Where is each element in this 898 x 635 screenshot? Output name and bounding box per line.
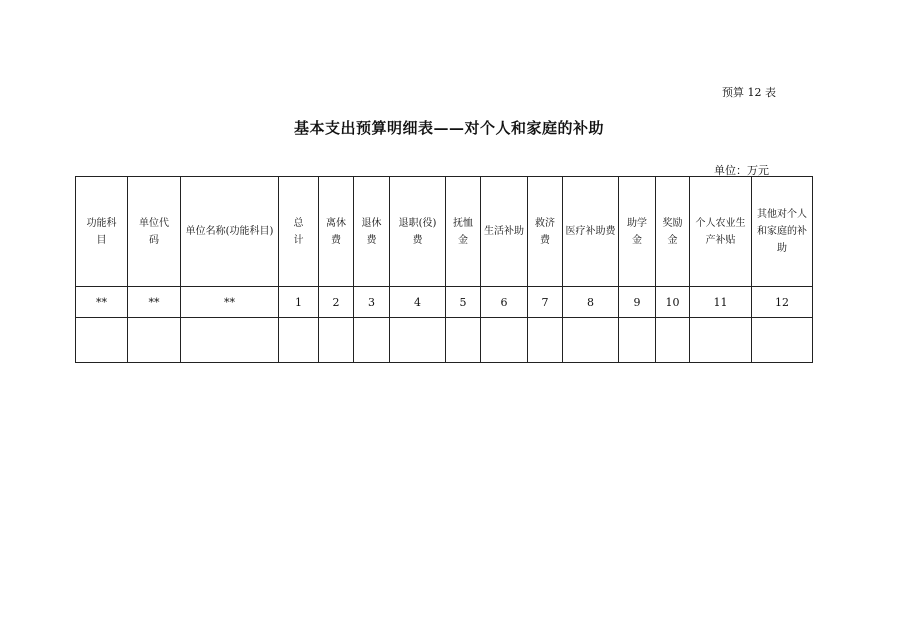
header-pension: 抚恤金 [446, 177, 481, 287]
table-row [76, 318, 813, 363]
table-cell: 3 [354, 287, 390, 318]
header-row [76, 177, 813, 287]
header-unit-name: 单位名称(功能科目) [181, 177, 279, 287]
page-title: 基本支出预算明细表——对个人和家庭的补助 [293, 119, 604, 137]
header-resignation: 退职(役)费 [390, 177, 446, 287]
code-row [76, 287, 813, 318]
header-living-subsidy: 生活补助 [481, 177, 528, 287]
header-award: 奖励金 [656, 177, 690, 287]
table-cell: 6 [481, 287, 528, 318]
header-student-aid: 助学金 [619, 177, 656, 287]
table-cell: 11 [690, 287, 752, 318]
header-retirement: 退休费 [354, 177, 390, 287]
budget-table [75, 176, 813, 363]
table-cell: ** [181, 287, 279, 318]
table-cell: 5 [446, 287, 481, 318]
header-agri-subsidy: 个人农业生产补贴 [690, 177, 752, 287]
unit-label: 单位：万元 [714, 164, 769, 177]
header-medical-subsidy: 医疗补助费 [563, 177, 619, 287]
header-unit-code: 单位代码 [128, 177, 181, 287]
table-cell: 9 [619, 287, 656, 318]
table-cell: 2 [319, 287, 354, 318]
table-cell: 10 [656, 287, 690, 318]
header-total: 总计 [279, 177, 319, 287]
table-cell: 12 [752, 287, 813, 318]
table-cell [528, 318, 563, 363]
table-cell [619, 318, 656, 363]
table-cell [690, 318, 752, 363]
table-cell: 1 [279, 287, 319, 318]
table-cell [481, 318, 528, 363]
header-other-subsidy: 其他对个人和家庭的补助 [752, 177, 813, 287]
table-cell: ** [128, 287, 181, 318]
table-cell [563, 318, 619, 363]
form-number: 预算 12 表 [722, 86, 776, 99]
table-cell: 8 [563, 287, 619, 318]
table-cell [319, 318, 354, 363]
table-cell: ** [76, 287, 128, 318]
header-retirement-cadre: 离休费 [319, 177, 354, 287]
table-cell [446, 318, 481, 363]
header-function-subject: 功能科目 [76, 177, 128, 287]
table-cell: 4 [390, 287, 446, 318]
table-cell [752, 318, 813, 363]
table-cell [656, 318, 690, 363]
header-relief: 救济费 [528, 177, 563, 287]
table-cell: 7 [528, 287, 563, 318]
table-cell [390, 318, 446, 363]
table-cell [279, 318, 319, 363]
table-cell [76, 318, 128, 363]
table-cell [354, 318, 390, 363]
table-cell [181, 318, 279, 363]
table-cell [128, 318, 181, 363]
